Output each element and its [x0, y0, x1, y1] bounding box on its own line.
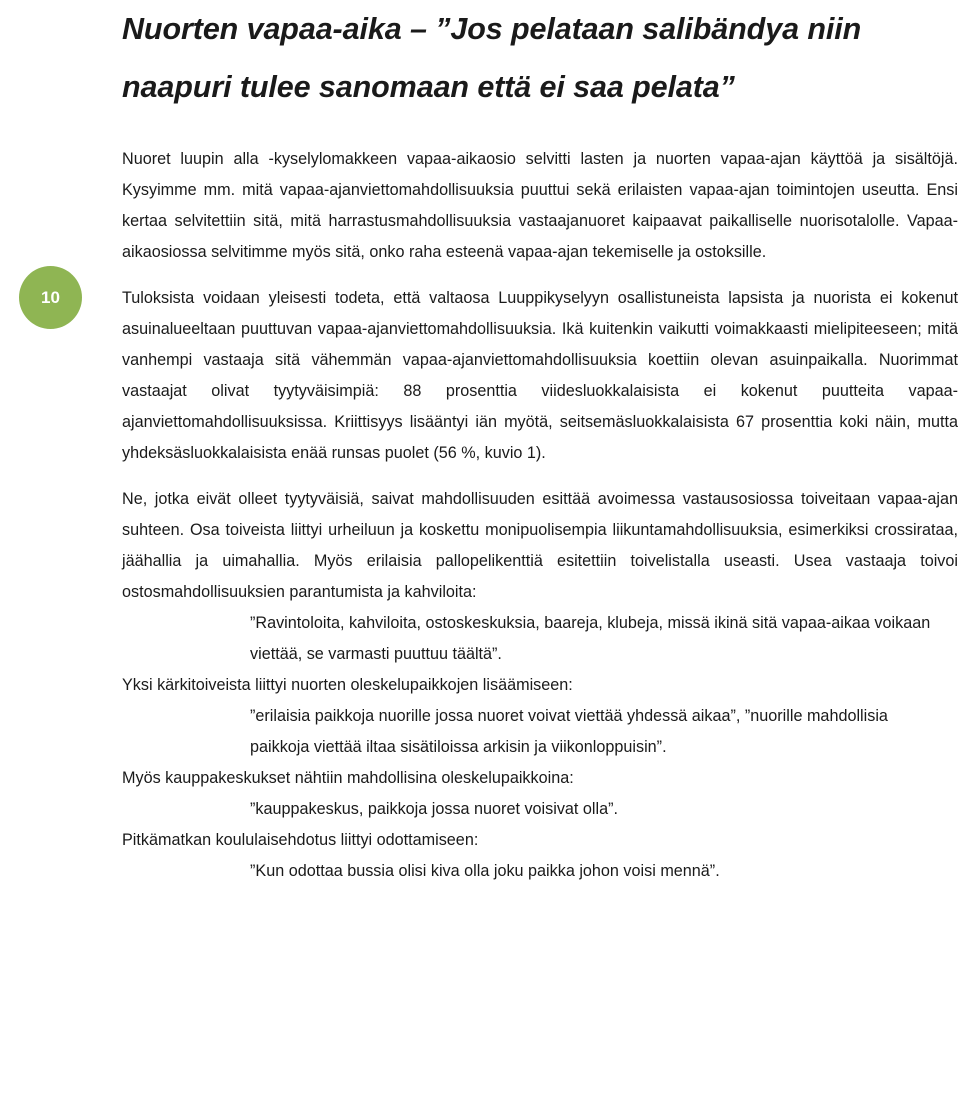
paragraph-wishes: Ne, jotka eivät olleet tyytyväisiä, saivat mahdollisuuden esittää avoimessa vastausosiossa toiveitaan vapaa-ajan suhteen. Osa toiveista liittyi urheiluun ja koskettu monipuolisempia liikuntamahdollisuuksia, esimerkiksi crossiratаa, jäähallia ja uimahallia. Myös erilaisia pallopelikenttiä esitettiin toivelistalla useasti. Usea vastaaja toivoi ostosmahdollisuuksien parantumista ja kahviloita: [122, 490, 958, 601]
page-number: 10 [41, 287, 60, 307]
quote-cafes: ”Ravintoloita, kahviloita, ostoskeskuksia, baareja, klubeja, missä ikinä sitä vapaa-aikaa voikaan viettää, se varmasti puuttuu täältä”. [250, 614, 931, 663]
page-number-badge [19, 266, 82, 329]
article-body [122, 144, 958, 887]
intro-shopping-centers: Myös kauppakeskukset nähtiin mahdollisina oleskelupaikkoina: [122, 769, 574, 787]
quote-shopping-center: ”kauppakeskus, paikkoja jossa nuoret voisivat olla”. [250, 800, 619, 818]
quote-bus-waiting: ”Kun odottaa bussia olisi kiva olla joku paikka johon voisi mennä”. [250, 862, 720, 880]
intro-waiting: Pitkämatkan koululaisehdotus liittyi odottamiseen: [122, 831, 479, 849]
intro-hangout-places: Yksi kärkitoiveista liittyi nuorten oleskelupaikkojen lisäämiseen: [122, 676, 573, 694]
paragraph-results: Tuloksista voidaan yleisesti todeta, että valtaosa Luuppikyselyyn osallistuneista lapsista ja nuorista ei kokenut asuinalueeltaan puuttuvan vapaa-ajanviettomahdollisuuksia. Ikä kuitenkin vaikutti voimakkaasti mielipiteeseen; mitä vanhempi vastaaja sitä vähemmän vapaa-ajanviettomahdollisuuksia koettiin olevan asuinpaikalla. Nuorimmat vastaajat olivat tyytyväisimpiä: 88 prosenttia viidesluokkalaisista ei kokenut puutteita vapaa-ajanviettomahdollisuuksissa. Kriittisyys lisääntyi iän myötä, seitsemäsluokkalaisista 67 prosenttia koki näin, mutta yhdeksäsluokkalaisista enää runsas puolet (56 %, kuvio 1). [122, 289, 958, 462]
page-title: Nuorten vapaa-aika – ”Jos pelataan salibändya niin naapuri tulee sanomaan että ei saa pelata” [122, 12, 862, 104]
paragraph-intro: Nuoret luupin alla -kyselylomakkeen vapaa-aikaosio selvitti lasten ja nuorten vapaa-ajan käyttöä ja sisältöjä. Kysyimme mm. mitä vapaa-ajanviettomahdollisuuksia puuttui sekä erilaisten vapaa-ajan toimintojen useutta. Ensi kertaa selvitettiin sitä, mitä harrastusmahdollisuuksia vastaajanuoret kaipaavat paikalliselle nuorisotalolle. Vapaa-aikaosiossa selvitimme myös sitä, onko raha esteenä vapaa-ajan tekemiselle ja ostoksille. [122, 150, 958, 261]
quote-youth-places: ”erilaisia paikkoja nuorille jossa nuoret voivat viettää yhdessä aikaa”, ”nuorille mahdollisia paikkoja viettää iltaa sisätiloissa arkisin ja viikonloppuisin”. [250, 707, 888, 756]
